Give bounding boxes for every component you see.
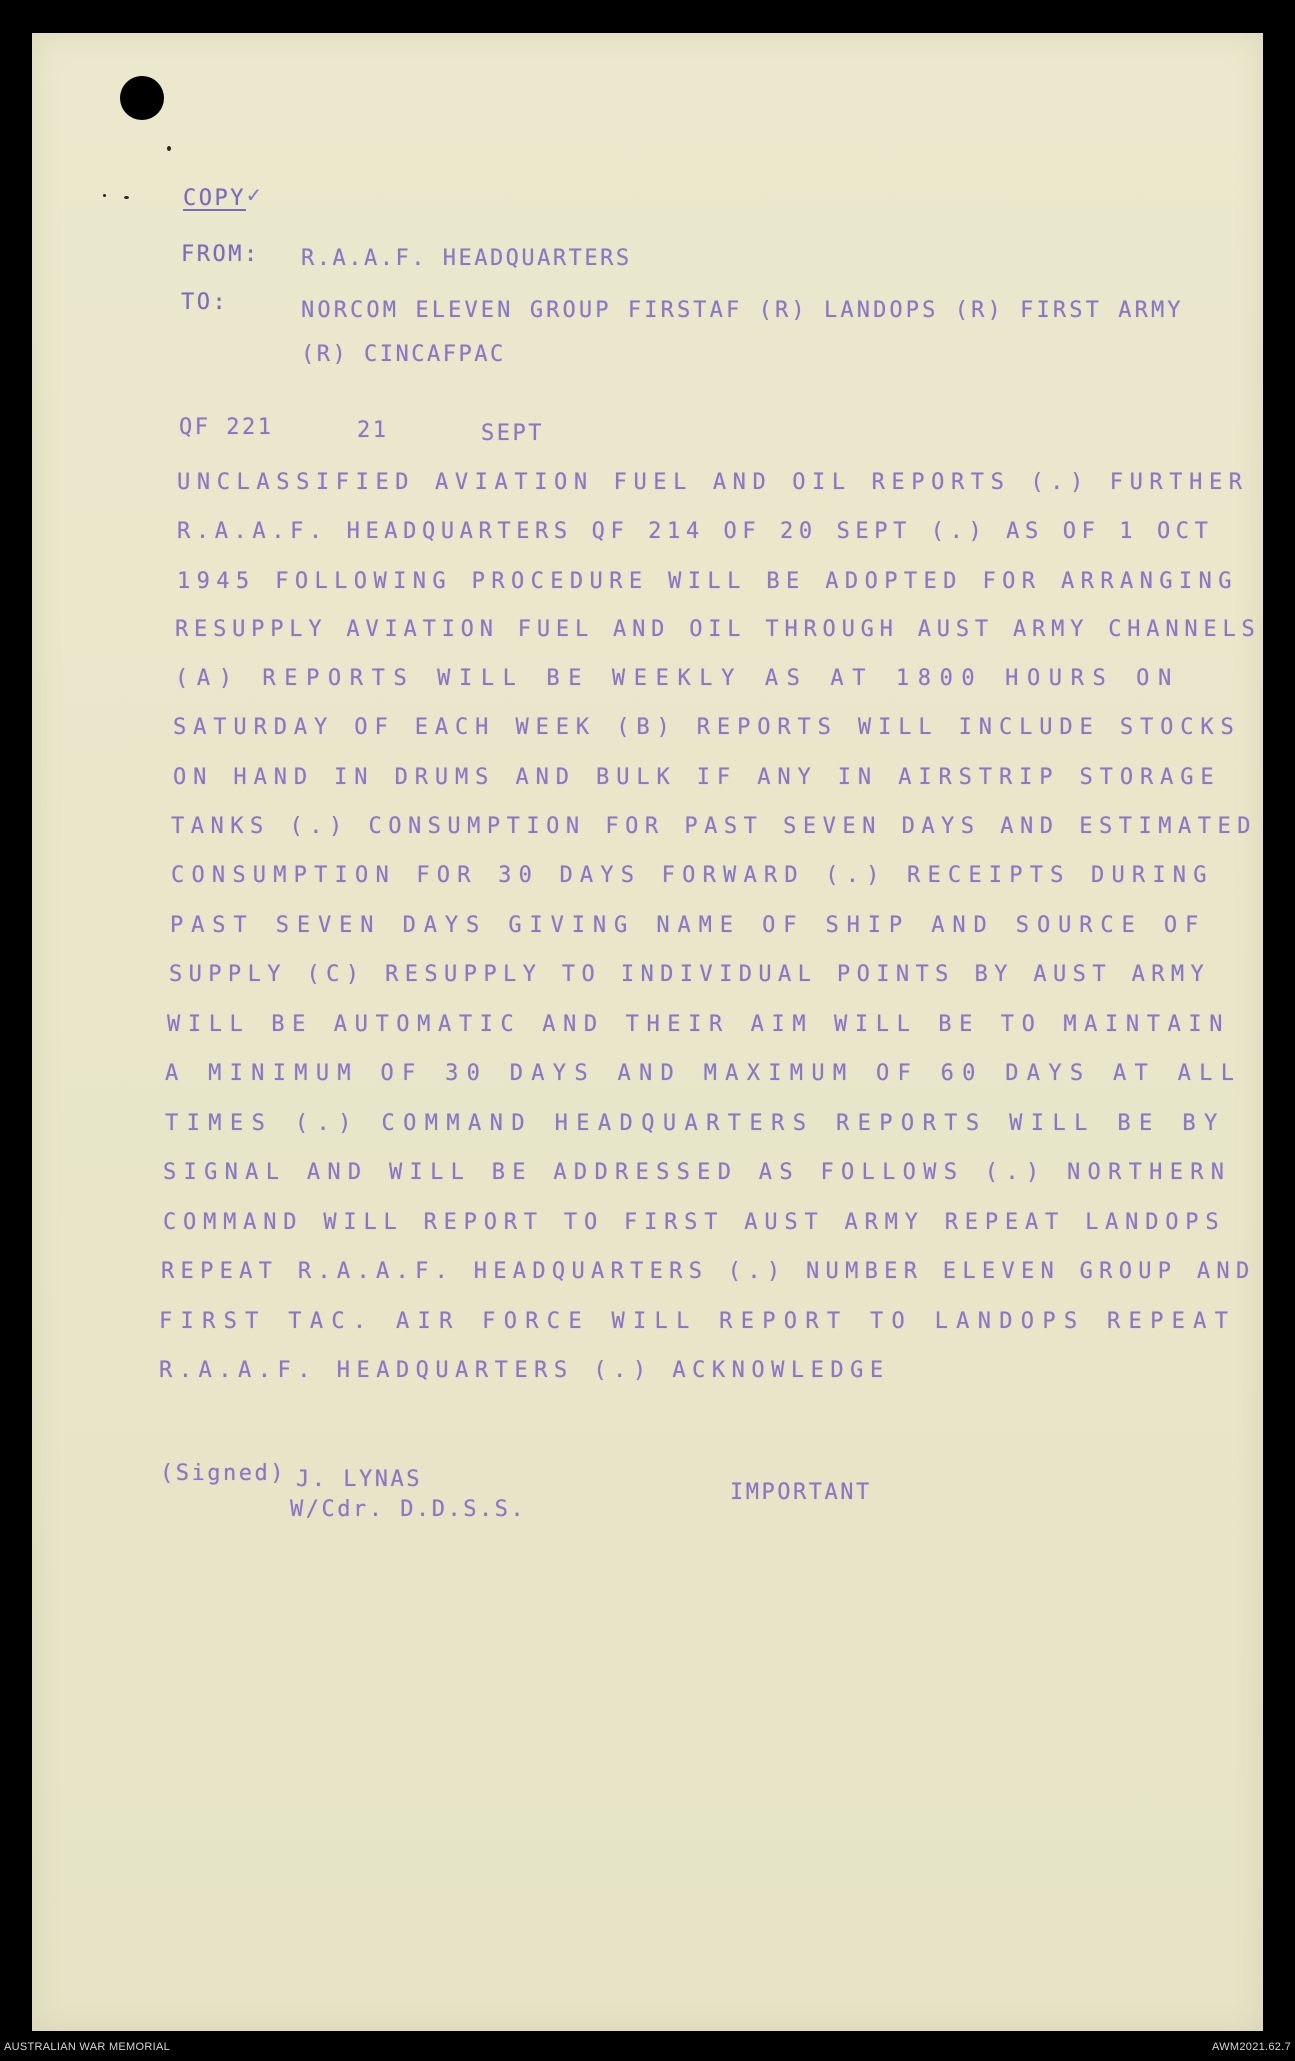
body-line: COMMAND WILL REPORT TO FIRST AUST ARMY REPEAT LANDOPS xyxy=(163,1210,1226,1235)
to-value-line2: (R) CINCAFPAC xyxy=(301,342,506,367)
institution-credit: AUSTRALIAN WAR MEMORIAL xyxy=(4,2041,171,2053)
ink-speck xyxy=(103,194,106,197)
body-line: R.A.A.F. HEADQUARTERS QF 214 OF 20 SEPT (.) AS OF 1 OCT xyxy=(177,519,1214,544)
body-line: TANKS (.) CONSUMPTION FOR PAST SEVEN DAYS AND ESTIMATED xyxy=(171,814,1257,839)
body-line: UNCLASSIFIED AVIATION FUEL AND OIL REPORTS (.) FURTHER xyxy=(177,470,1249,495)
body-line: SIGNAL AND WILL BE ADDRESSED AS FOLLOWS (.) NORTHERN xyxy=(163,1160,1232,1185)
body-line: REPEAT R.A.A.F. HEADQUARTERS (.) NUMBER ELEVEN GROUP AND xyxy=(161,1259,1256,1284)
to-label: TO: xyxy=(181,290,229,315)
signer-name: J. LYNAS xyxy=(296,1467,422,1492)
body-line: SATURDAY OF EACH WEEK (B) REPORTS WILL INCLUDE STOCKS xyxy=(173,715,1241,740)
body-line: RESUPPLY AVIATION FUEL AND OIL THROUGH AUST ARMY CHANNELS xyxy=(175,617,1261,642)
ink-speck xyxy=(124,196,129,199)
footer-bar xyxy=(0,2031,1295,2061)
body-line: TIMES (.) COMMAND HEADQUARTERS REPORTS WILL BE BY xyxy=(165,1111,1226,1136)
body-line: R.A.A.F. HEADQUARTERS (.) ACKNOWLEDGE xyxy=(159,1358,890,1383)
signer-rank: W/Cdr. D.D.S.S. xyxy=(290,1497,527,1522)
reference-number: QF 221 xyxy=(179,415,274,440)
accession-number: AWM2021.62.7 xyxy=(1211,2041,1291,2053)
body-line: (A) REPORTS WILL BE WEEKLY AS AT 1800 HOURS ON xyxy=(175,666,1180,691)
body-line: PAST SEVEN DAYS GIVING NAME OF SHIP AND SOURCE OF xyxy=(170,913,1207,938)
from-value: R.A.A.F. HEADQUARTERS xyxy=(301,246,632,271)
signed-label: (Signed) xyxy=(160,1461,286,1486)
body-line: ON HAND IN DRUMS AND BULK IF ANY IN AIRSTRIP STORAGE xyxy=(173,765,1221,790)
priority-marking: IMPORTANT xyxy=(730,1480,872,1505)
body-line: WILL BE AUTOMATIC AND THEIR AIM WILL BE TO MAINTAIN xyxy=(167,1012,1231,1037)
reference-day: 21 xyxy=(357,418,389,443)
to-value-line1: NORCOM ELEVEN GROUP FIRSTAF (R) LANDOPS (R) FIRST ARMY xyxy=(301,298,1184,323)
reference-month: SEPT xyxy=(481,421,544,446)
copy-label: COPY xyxy=(183,186,246,211)
body-line: A MINIMUM OF 30 DAYS AND MAXIMUM OF 60 DAYS AT ALL xyxy=(165,1061,1243,1086)
body-line: 1945 FOLLOWING PROCEDURE WILL BE ADOPTED FOR ARRANGING xyxy=(177,569,1238,594)
ink-speck xyxy=(167,146,171,151)
punch-hole xyxy=(120,76,164,120)
from-label: FROM: xyxy=(181,242,260,267)
body-line: SUPPLY (C) RESUPPLY TO INDIVIDUAL POINTS BY AUST ARMY xyxy=(169,962,1211,987)
mark-glyph: ✓ xyxy=(247,183,263,208)
body-line: FIRST TAC. AIR FORCE WILL REPORT TO LANDOPS REPEAT xyxy=(159,1309,1237,1334)
body-line: CONSUMPTION FOR 30 DAYS FORWARD (.) RECEIPTS DURING xyxy=(171,863,1214,888)
